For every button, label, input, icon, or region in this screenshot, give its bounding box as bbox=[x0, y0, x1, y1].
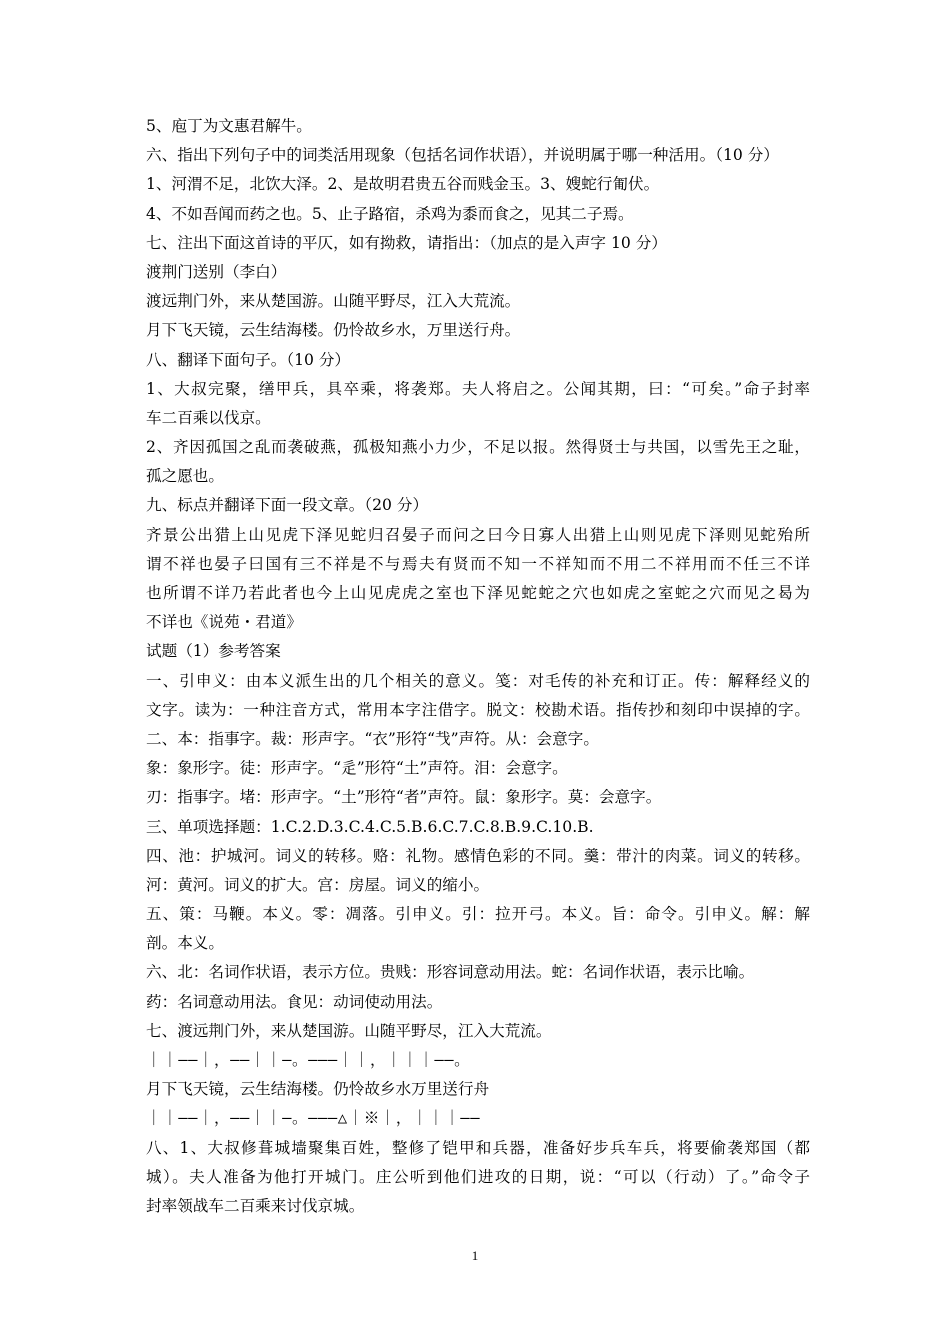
text-line: 一、引申义：由本义派生出的几个相关的意义。笺：对毛传的补充和订正。传：解释经义的 bbox=[146, 671, 810, 690]
text-line: 封率领战车二百乘来讨伐京城。 bbox=[146, 1196, 365, 1215]
text-line: 三、单项选择题：1.C.2.D.3.C.4.C.5.B.6.C.7.C.8.B.9.C.10.B. bbox=[146, 817, 594, 836]
text-line: 六、北：名词作状语，表示方位。贵贱：形容词意动用法。蛇：名词作状语，表示比喻。 bbox=[146, 963, 755, 982]
tone-marks-line: ｜｜——｜，——｜｜—。———｜｜，｜｜｜——。 bbox=[146, 1051, 471, 1069]
page-number: 1 bbox=[471, 1248, 479, 1263]
text-line: 河：黄河。词义的扩大。宫：房屋。词义的缩小。 bbox=[146, 875, 490, 894]
text-line: 月下飞天镜，云生结海楼。仍怜故乡水万里送行舟 bbox=[146, 1080, 490, 1099]
text-line: 二、本：指事字。裁：形声字。“衣”形符“𢦏”声符。从：会意字。 bbox=[146, 729, 599, 748]
document-body bbox=[146, 112, 810, 1221]
text-line: 剖。本义。 bbox=[146, 934, 224, 953]
text-line: 1、大叔完聚，缮甲兵，具卒乘，将袭郑。夫人将启之。公闻其期，曰：“可矣。”命子封率 bbox=[146, 379, 810, 398]
text-line: 试题（1）参考答案 bbox=[146, 642, 281, 661]
text-line: 八、1、大叔修葺城墙聚集百姓，整修了铠甲和兵器，准备好步兵车兵，将要偷袭郑国（都 bbox=[146, 1138, 810, 1157]
text-line: 也所谓不详乃若此者也今上山见虎虎之室也下泽见蛇蛇之穴也如虎之室蛇之穴而见之曷为 bbox=[146, 584, 810, 602]
text-line: 九、标点并翻译下面一段文章。（20 分） bbox=[146, 496, 429, 515]
text-line: 六、指出下列句子中的词类活用现象（包括名词作状语），并说明属于哪一种活用。（10 分） bbox=[146, 146, 779, 165]
text-line: 渡荆门送别（李白） bbox=[146, 262, 287, 281]
text-line: 1、河渭不足，北饮大泽。2、是故明君贵五谷而贱金玉。3、嫂蛇行匍伏。 bbox=[146, 175, 660, 194]
text-line: 四、池：护城河。词义的转移。赂：礼物。感情色彩的不同。羹：带汁的肉菜。词义的转移。 bbox=[146, 846, 810, 865]
text-line: 七、渡远荆门外，来从楚国游。山随平野尽，江入大荒流。 bbox=[146, 1021, 552, 1040]
text-line: 城）。夫人准备为他打开城门。庄公听到他们进攻的日期，说：“可以（行动）了。”命令子 bbox=[146, 1167, 810, 1186]
text-line: 文字。读为：一种注音方式，常用本字注借字。脱文：校勘术语。指传抄和刻印中误掉的字。 bbox=[146, 700, 810, 719]
text-line: 5、庖丁为文惠君解牛。 bbox=[146, 117, 312, 135]
text-line: 不详也《说苑・君道》 bbox=[146, 613, 302, 632]
text-line: 月下飞天镜，云生结海楼。仍怜故乡水，万里送行舟。 bbox=[146, 321, 521, 340]
tone-marks-line: ｜｜——｜，——｜｜—。———△｜※｜，｜｜｜—— bbox=[146, 1109, 481, 1128]
text-line: 刃：指事字。堵：形声字。“土”形符“者”声符。鼠：象形字。莫：会意字。 bbox=[146, 788, 662, 807]
text-line: 渡远荆门外，来从楚国游。山随平野尽，江入大荒流。 bbox=[146, 292, 521, 311]
text-line: 药：名词意动用法。食见：动词使动用法。 bbox=[146, 992, 443, 1011]
text-line: 齐景公出猎上山见虎下泽见蛇归召晏子而问之曰今日寡人出猎上山则见虎下泽则见蛇殆所 bbox=[146, 525, 810, 544]
text-line: 谓不祥也晏子曰国有三不祥是不与焉夫有贤而不知一不祥知而不用二不祥用而不任三不详 bbox=[146, 554, 810, 573]
text-line: 八、翻译下面句子。（10 分） bbox=[146, 350, 351, 369]
text-line: 孤之愿也。 bbox=[146, 467, 224, 486]
text-line: 车二百乘以伐京。 bbox=[146, 408, 271, 427]
text-line: 五、策：马鞭。本义。零：凋落。引申义。引：拉开弓。本义。旨：命令。引申义。解：解 bbox=[146, 905, 810, 924]
text-line: 2、齐因孤国之乱而袭破燕，孤极知燕小力少，不足以报。然得贤士与共国，以雪先王之耻， bbox=[146, 438, 810, 457]
text-line: 象：象形字。徒：形声字。“辵”形符“土”声符。泪：会意字。 bbox=[146, 759, 568, 778]
text-line: 4、不如吾闻而药之也。5、止子路宿，杀鸡为黍而食之，见其二子焉。 bbox=[146, 204, 634, 223]
text-line: 七、注出下面这首诗的平仄，如有拗救，请指出：（加点的是入声字 10 分） bbox=[146, 233, 667, 252]
